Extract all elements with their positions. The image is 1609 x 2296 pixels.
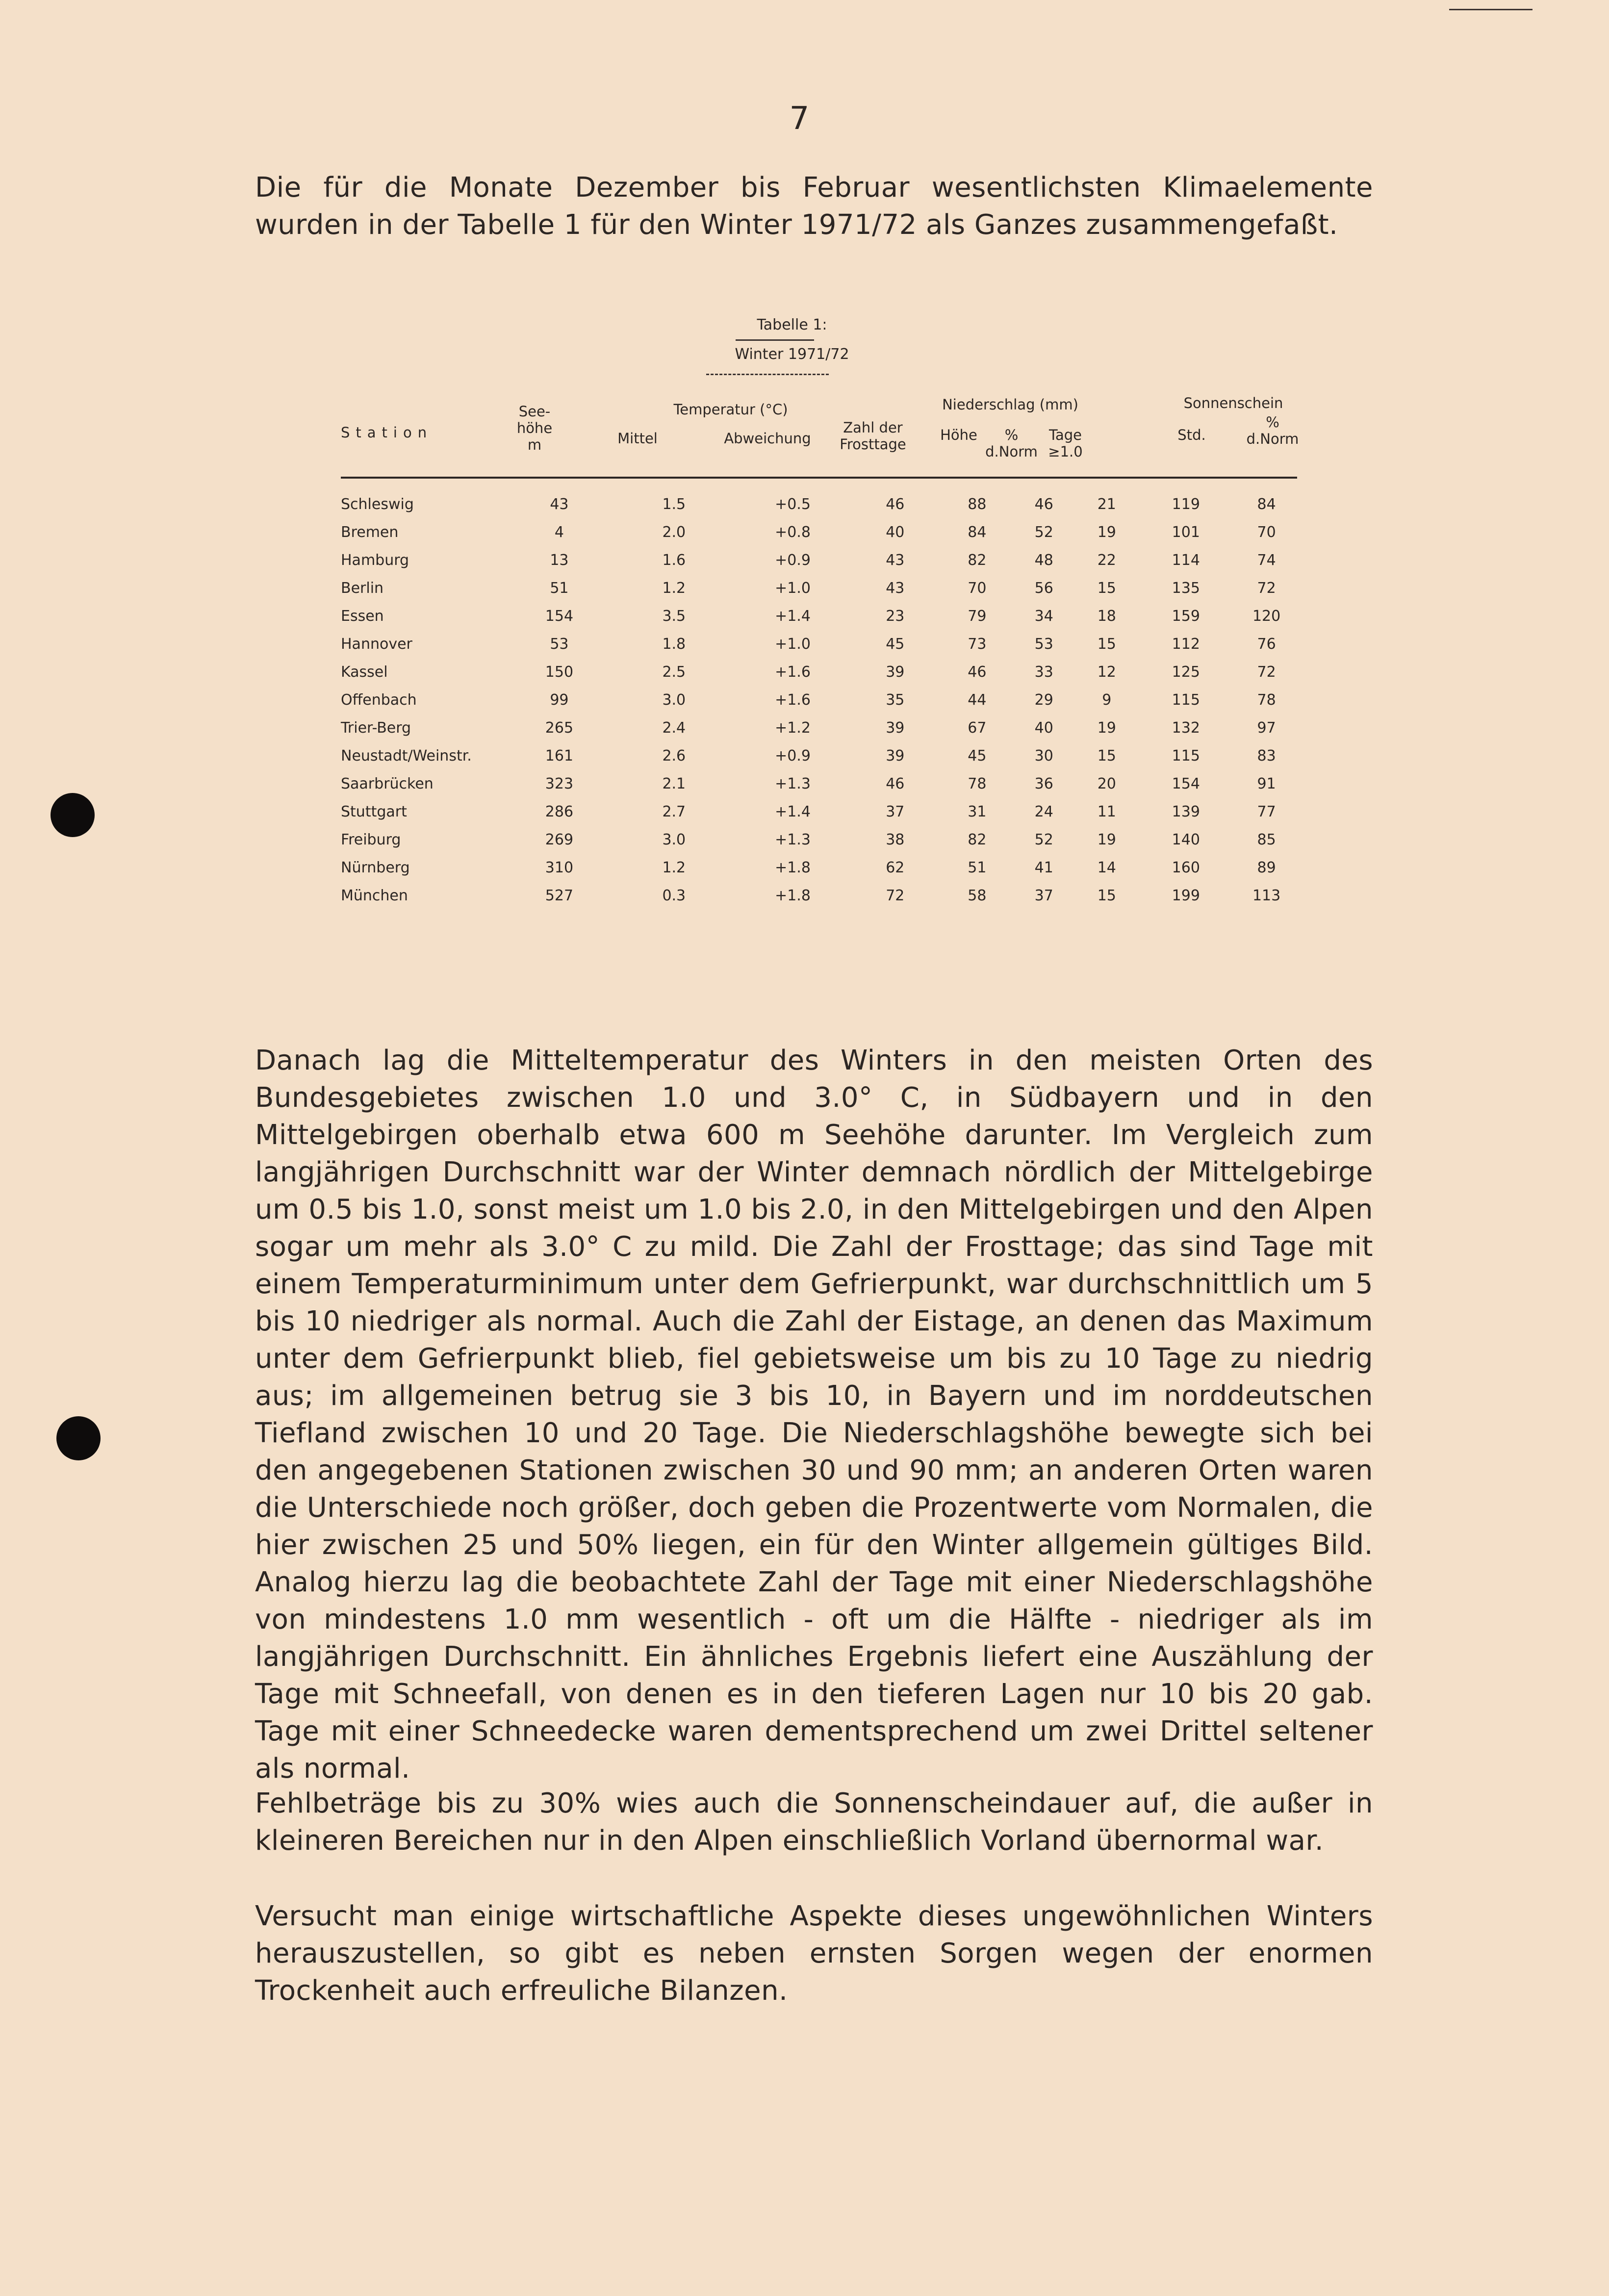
table-cell: 2.5: [662, 663, 686, 681]
table-cell: +1.8: [775, 859, 811, 876]
station-name-cell: Saarbrücken: [341, 775, 434, 792]
table-cell: +0.8: [775, 524, 811, 541]
header-niederschlag: Niederschlag (mm): [942, 396, 1078, 413]
table-cell: 58: [968, 887, 987, 904]
punch-hole: [56, 1416, 101, 1460]
header-sonnenschein: Sonnenschein: [1183, 395, 1283, 411]
table-cell: +1.0: [775, 636, 811, 653]
table-cell: 140: [1172, 831, 1200, 848]
table-cell: 46: [886, 775, 905, 792]
table-cell: 39: [886, 747, 905, 765]
body-paragraph: Danach lag die Mitteltemperatur des Winters in den meisten Orten des Bundesgebietes zwischen 1.0 und 3.0° C, in Südbayern und in den Mittelgebirgen oberhalb etwa 600 m Seehöhe darunter. Im Vergleich zum langjährigen Durchschnitt war der Winter demnach nördlich der Mittelgebirge um 0.5 bis 1.0, sonst meist um 1.0 bis 2.0, in den Mittelgebirgen und den Alpen sogar um mehr als 3.0° C zu mild. Die Zahl der Frosttage; das sind Tage mit einem Temperaturminimum unter dem Gefrierpunkt, war durchschnittlich um 5 bis 10 niedriger als normal. Auch die Zahl der Eistage, an denen das Maximum unter dem Gefrierpunkt blieb, fiel gebietsweise um bis zu 10 Tage zu niedrig aus; im allgemeinen betrug sie 3 bis 10, in Bayern und im norddeutschen Tiefland zwischen 10 und 20 Tage. Die Niederschlagshöhe bewegte sich bei den angegebenen Stationen zwischen 30 und 90 mm; an anderen Orten waren die Unterschiede noch größer, doch geben die Prozentwerte vom Normalen, die hier zwischen 25 und 50% liegen, ein für den Winter allgemein gültiges Bild. Analog hierzu lag die beobachtete Zahl der Tage mit einer Niederschlagshöhe von mindestens 1.0 mm wesentlich - oft um die Hälfte - niedriger als im langjährigen Durchschnitt. Ein ähnliches Ergebnis liefert eine Auszählung der Tage mit Schneefall, von denen es in den tieferen Lagen nur 10 bis 20 gab. Tage mit einer Schneedecke waren dementsprechend um zwei Drittel seltener als normal.: [255, 1045, 1373, 1785]
table-cell: 43: [886, 580, 905, 597]
table-cell: +1.6: [775, 691, 811, 709]
table-cell: 72: [886, 887, 905, 904]
table-cell: 70: [1257, 524, 1276, 541]
header-std: Std.: [1177, 427, 1206, 443]
table-cell: 35: [886, 691, 905, 709]
table-row: [341, 714, 1302, 742]
table-cell: 46: [886, 496, 905, 513]
station-name-cell: Trier-Berg: [341, 719, 411, 737]
table-cell: 120: [1252, 608, 1281, 625]
table-cell: 89: [1257, 859, 1276, 876]
table-cell: 139: [1172, 803, 1200, 820]
table-cell: 13: [550, 552, 569, 569]
station-name-cell: München: [341, 887, 408, 904]
table-cell: 74: [1257, 552, 1276, 569]
station-name-cell: Berlin: [341, 580, 384, 597]
table-cell: 41: [1034, 859, 1053, 876]
station-name-cell: Stuttgart: [341, 803, 407, 820]
table-row: [341, 574, 1302, 602]
table-cell: 85: [1257, 831, 1276, 848]
punch-hole: [51, 793, 95, 837]
table-cell: +0.5: [775, 496, 811, 513]
table-cell: 24: [1034, 803, 1053, 820]
table-cell: 39: [886, 663, 905, 681]
table-cell: 46: [968, 663, 987, 681]
table-cell: 45: [886, 636, 905, 653]
table-cell: 44: [968, 691, 987, 709]
table-row: [341, 490, 1302, 518]
table-row: [341, 518, 1302, 546]
table-cell: 43: [550, 496, 569, 513]
intro-paragraph: Die für die Monate Dezember bis Februar wesentlichsten Klimaelemente wurden in der Tabelle 1 für den Winter 1971/72 als Ganzes zusammengefaßt.: [255, 172, 1373, 241]
table-cell: 15: [1097, 747, 1116, 765]
table-cell: 18: [1097, 608, 1116, 625]
table-cell: 265: [545, 719, 574, 737]
table-cell: 82: [968, 831, 987, 848]
header-frosttage: Zahl der Frosttage: [840, 419, 906, 453]
page-number: 7: [789, 101, 810, 137]
table-cell: 73: [968, 636, 987, 653]
table-cell: 53: [550, 636, 569, 653]
table-cell: +1.2: [775, 719, 811, 737]
table-cell: 48: [1034, 552, 1053, 569]
header-sonne-prozent: % d.Norm: [1246, 414, 1299, 447]
table-cell: 79: [968, 608, 987, 625]
table-cell: 3.0: [662, 831, 686, 848]
table-cell: 132: [1172, 719, 1200, 737]
table-cell: 36: [1034, 775, 1053, 792]
table-cell: +1.4: [775, 608, 811, 625]
table-cell: 33: [1034, 663, 1053, 681]
table-cell: 43: [886, 552, 905, 569]
table-cell: 39: [886, 719, 905, 737]
table-cell: +1.3: [775, 831, 811, 848]
table-cell: 78: [968, 775, 987, 792]
table-cell: 72: [1257, 580, 1276, 597]
table-row: [341, 798, 1302, 826]
table-cell: +1.0: [775, 580, 811, 597]
table-subtitle-underline: [706, 374, 829, 375]
table-cell: +0.9: [775, 552, 811, 569]
table-cell: 1.5: [662, 496, 686, 513]
table-header-rule: [341, 477, 1297, 479]
table-cell: 1.6: [662, 552, 686, 569]
body-paragraph: Versucht man einige wirtschaftliche Aspekte dieses ungewöhnlichen Winters herauszustellen, so gibt es neben ernsten Sorgen wegen der enormen Trockenheit auch erfreuliche Bilanzen.: [255, 1900, 1373, 2007]
table-cell: 119: [1172, 496, 1200, 513]
station-name-cell: Hannover: [341, 636, 412, 653]
table-cell: 97: [1257, 719, 1276, 737]
table-cell: 83: [1257, 747, 1276, 765]
table-cell: 11: [1097, 803, 1116, 820]
table-cell: 2.1: [662, 775, 686, 792]
table-cell: 70: [968, 580, 987, 597]
table-cell: 125: [1172, 663, 1200, 681]
table-cell: 99: [550, 691, 569, 709]
table-cell: 84: [1257, 496, 1276, 513]
table-cell: 9: [1102, 691, 1112, 709]
station-name-cell: Bremen: [341, 524, 399, 541]
body-paragraph: Fehlbeträge bis zu 30% wies auch die Sonnenscheindauer auf, die außer in kleineren Bereichen nur in den Alpen einschließlich Vorland übernormal war.: [255, 1787, 1373, 1857]
table-row: [341, 882, 1302, 910]
table-row: [341, 854, 1302, 882]
table-cell: 2.7: [662, 803, 686, 820]
table-cell: 88: [968, 496, 987, 513]
table-cell: 115: [1172, 747, 1200, 765]
table-cell: 22: [1097, 552, 1116, 569]
table-cell: 310: [545, 859, 574, 876]
table-cell: 19: [1097, 524, 1116, 541]
table-cell: 199: [1172, 887, 1200, 904]
table-cell: 53: [1034, 636, 1053, 653]
table-cell: 40: [1034, 719, 1053, 737]
table-cell: 67: [968, 719, 987, 737]
table-cell: 23: [886, 608, 905, 625]
table-cell: 30: [1034, 747, 1053, 765]
table-cell: 527: [545, 887, 574, 904]
table-row: [341, 602, 1302, 630]
table-cell: 114: [1172, 552, 1200, 569]
table-cell: 56: [1034, 580, 1053, 597]
table-cell: 52: [1034, 524, 1053, 541]
table-cell: 112: [1172, 636, 1200, 653]
table-cell: 0.3: [662, 887, 686, 904]
table-cell: +1.3: [775, 775, 811, 792]
table-cell: 1.2: [662, 580, 686, 597]
station-name-cell: Schleswig: [341, 496, 414, 513]
table-cell: 15: [1097, 887, 1116, 904]
table-cell: 78: [1257, 691, 1276, 709]
table-row: [341, 658, 1302, 686]
table-cell: 269: [545, 831, 574, 848]
table-cell: 19: [1097, 719, 1116, 737]
table-cell: 1.2: [662, 859, 686, 876]
station-name-cell: Nürnberg: [341, 859, 410, 876]
table-cell: 2.4: [662, 719, 686, 737]
table-cell: 161: [545, 747, 574, 765]
header-seehoehe: See- höhe m: [516, 403, 553, 453]
table-cell: 40: [886, 524, 905, 541]
header-mittel: Mittel: [617, 430, 658, 447]
table-cell: 62: [886, 859, 905, 876]
table-cell: 154: [545, 608, 574, 625]
table-row: [341, 630, 1302, 658]
table-cell: 38: [886, 831, 905, 848]
table-row: [341, 742, 1302, 770]
table-cell: 51: [550, 580, 569, 597]
header-abweichung: Abweichung: [724, 430, 811, 447]
table-title: Tabelle 1:: [757, 316, 827, 333]
table-cell: 37: [886, 803, 905, 820]
climate-table: [341, 490, 1302, 910]
station-name-cell: Kassel: [341, 663, 388, 681]
table-cell: 154: [1172, 775, 1200, 792]
table-title-underline: [736, 339, 814, 341]
table-cell: 2.0: [662, 524, 686, 541]
table-subtitle: Winter 1971/72: [735, 346, 849, 363]
table-cell: 37: [1034, 887, 1053, 904]
table-cell: 12: [1097, 663, 1116, 681]
table-cell: 34: [1034, 608, 1053, 625]
table-cell: 1.8: [662, 636, 686, 653]
table-cell: 15: [1097, 636, 1116, 653]
table-cell: 19: [1097, 831, 1116, 848]
table-cell: 135: [1172, 580, 1200, 597]
header-prozent-norm: % d.Norm: [985, 427, 1038, 460]
table-cell: 113: [1252, 887, 1281, 904]
table-cell: +1.8: [775, 887, 811, 904]
table-cell: 160: [1172, 859, 1200, 876]
table-cell: 91: [1257, 775, 1276, 792]
table-cell: 45: [968, 747, 987, 765]
table-cell: 72: [1257, 663, 1276, 681]
table-cell: 52: [1034, 831, 1053, 848]
station-name-cell: Hamburg: [341, 552, 409, 569]
table-cell: 29: [1034, 691, 1053, 709]
table-cell: 150: [545, 663, 574, 681]
table-cell: 3.5: [662, 608, 686, 625]
table-cell: 31: [968, 803, 987, 820]
table-cell: 82: [968, 552, 987, 569]
table-row: [341, 826, 1302, 854]
table-row: [341, 546, 1302, 574]
station-name-cell: Offenbach: [341, 691, 417, 709]
table-cell: 4: [554, 524, 564, 541]
table-cell: 51: [968, 859, 987, 876]
table-cell: +1.4: [775, 803, 811, 820]
top-edge-line: [1449, 9, 1532, 10]
table-cell: 84: [968, 524, 987, 541]
station-name-cell: Essen: [341, 608, 384, 625]
header-tage: Tage ≥1.0: [1048, 427, 1083, 460]
table-cell: 46: [1034, 496, 1053, 513]
table-cell: 115: [1172, 691, 1200, 709]
header-station: Station: [341, 424, 433, 441]
table-cell: 76: [1257, 636, 1276, 653]
table-cell: 101: [1172, 524, 1200, 541]
table-cell: 3.0: [662, 691, 686, 709]
table-cell: 21: [1097, 496, 1116, 513]
table-row: [341, 770, 1302, 798]
table-cell: 77: [1257, 803, 1276, 820]
table-row: [341, 686, 1302, 714]
table-cell: +1.6: [775, 663, 811, 681]
table-cell: +0.9: [775, 747, 811, 765]
table-cell: 15: [1097, 580, 1116, 597]
table-cell: 323: [545, 775, 574, 792]
table-cell: 159: [1172, 608, 1200, 625]
table-cell: 2.6: [662, 747, 686, 765]
table-cell: 20: [1097, 775, 1116, 792]
header-temperatur: Temperatur (°C): [673, 401, 788, 418]
table-cell: 286: [545, 803, 574, 820]
header-hoehe: Höhe: [940, 427, 977, 443]
station-name-cell: Freiburg: [341, 831, 401, 848]
station-name-cell: Neustadt/Weinstr.: [341, 747, 472, 765]
table-cell: 14: [1097, 859, 1116, 876]
